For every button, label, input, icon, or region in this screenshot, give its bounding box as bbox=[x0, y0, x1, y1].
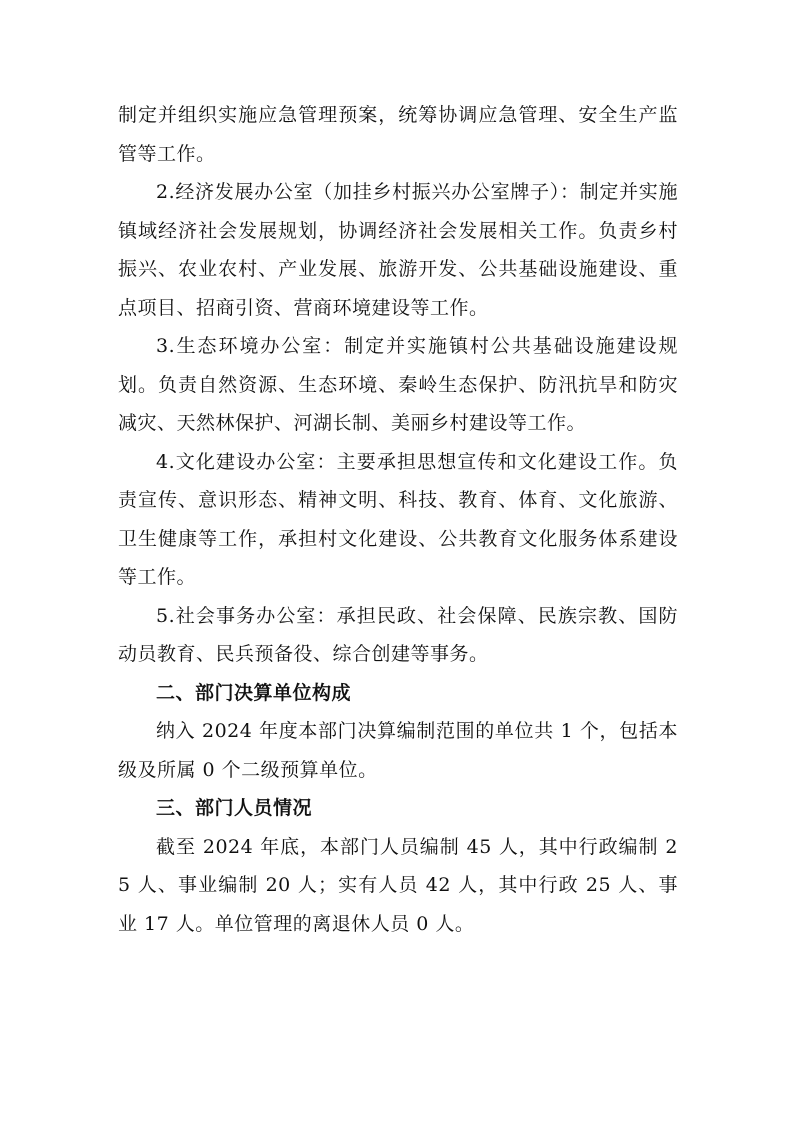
section-heading-unit-composition: 二、部门决算单位构成 bbox=[156, 681, 352, 704]
paragraph-emergency-management: 制定并组织实施应急管理预案，统筹协调应急管理、安全生产监管等工作。 bbox=[118, 104, 678, 165]
document-body bbox=[118, 96, 678, 943]
paragraph-social-affairs-office: 5.社会事务办公室：承担民政、社会保障、民族宗教、国防动员教育、民兵预备役、综合创建等事务。 bbox=[118, 604, 678, 665]
paragraph-personnel: 截至 2024 年底，本部门人员编制 45 人，其中行政编制 25 人、事业编制 20 人；实有人员 42 人，其中行政 25 人、事业 17 人。单位管理的离退休人员 0 人。 bbox=[118, 835, 678, 935]
paragraph-economic-development-office: 2.经济发展办公室（加挂乡村振兴办公室牌子）：制定并实施镇域经济社会发展规划，协调经济社会发展相关工作。负责乡村振兴、农业农村、产业发展、旅游开发、公共基础设施建设、重点项目、招商引资、营商环境建设等工作。 bbox=[118, 181, 678, 319]
paragraph-ecological-environment-office: 3.生态环境办公室：制定并实施镇村公共基础设施建设规划。负责自然资源、生态环境、秦岭生态保护、防汛抗旱和防灾减灾、天然林保护、河湖长制、美丽乡村建设等工作。 bbox=[118, 335, 678, 434]
section-heading-personnel: 三、部门人员情况 bbox=[156, 797, 313, 819]
paragraph-unit-composition: 纳入 2024 年度本部门决算编制范围的单位共 1 个，包括本级及所属 0 个二级预算单位。 bbox=[118, 720, 678, 781]
paragraph-cultural-construction-office: 4.文化建设办公室：主要承担思想宣传和文化建设工作。负责宣传、意识形态、精神文明、科技、教育、体育、文化旅游、卫生健康等工作，承担村文化建设、公共教育文化服务体系建设等工作。 bbox=[118, 450, 678, 588]
